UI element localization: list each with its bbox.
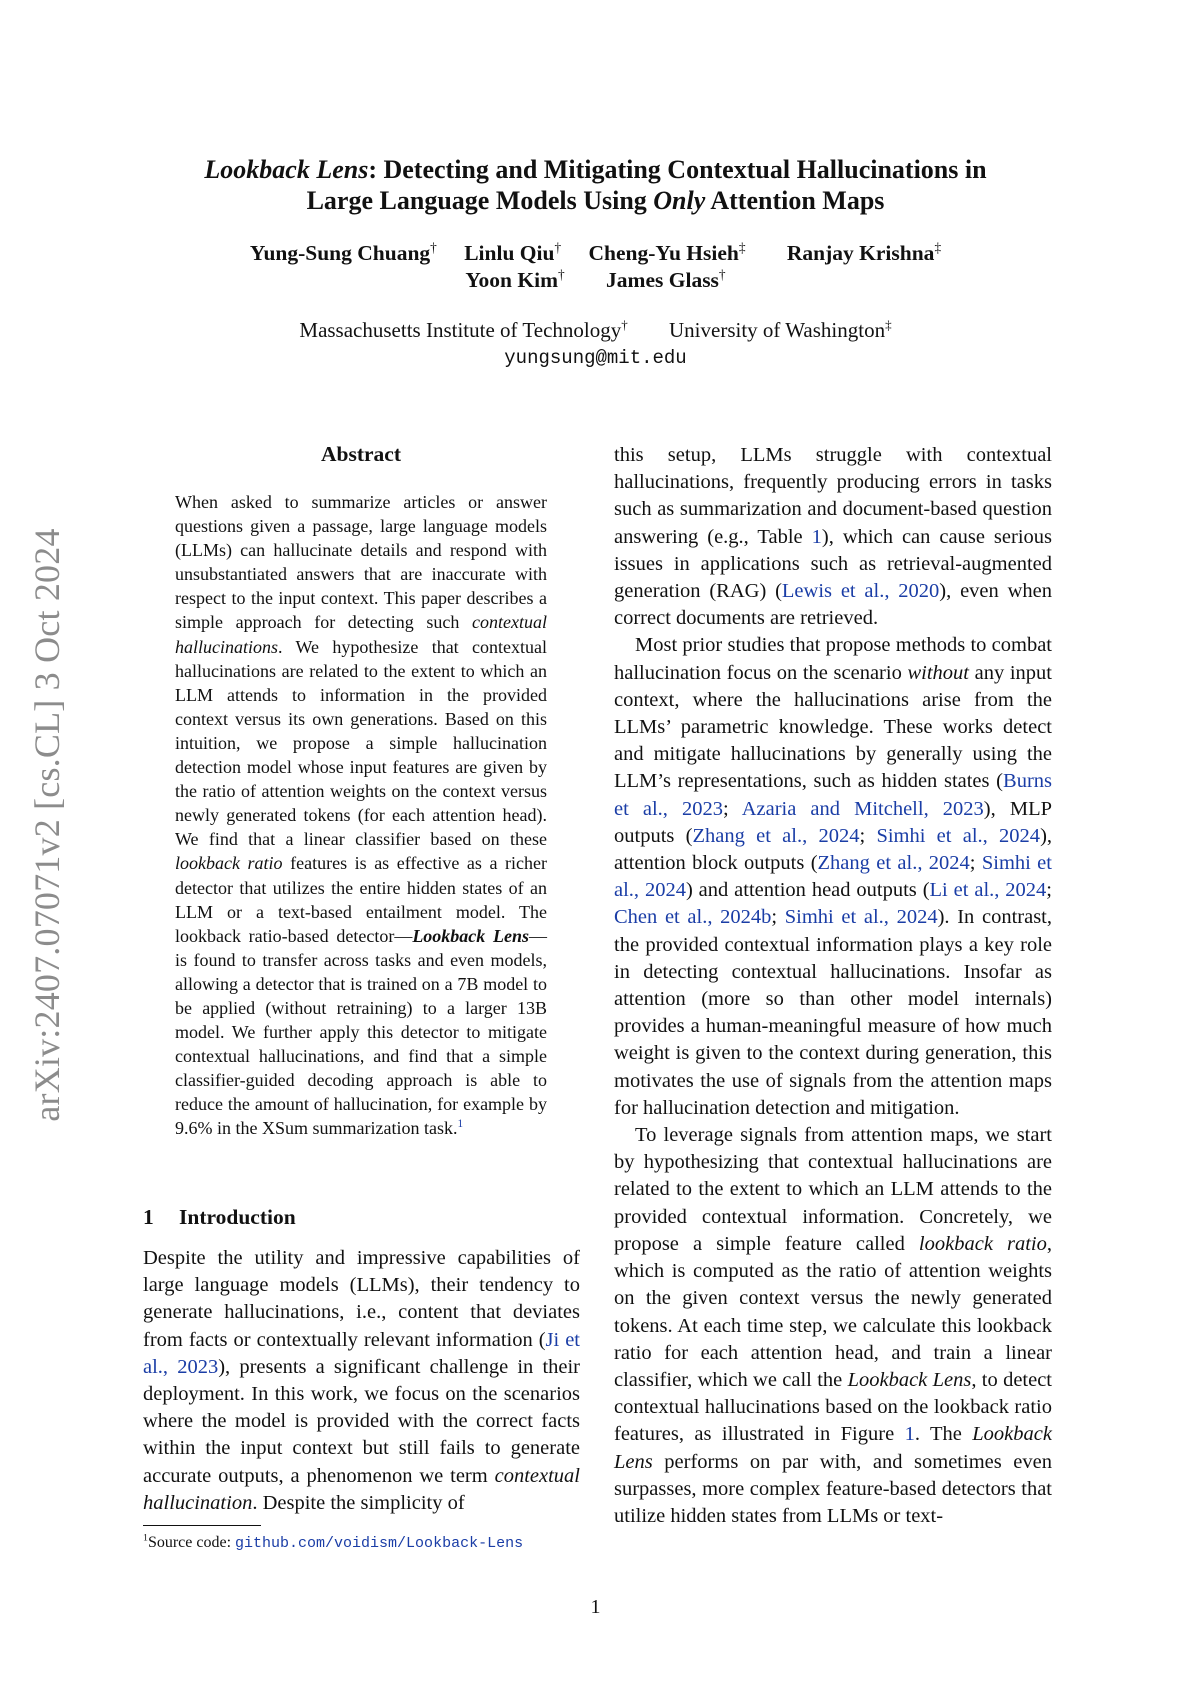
body-text: , to detect contextual hallucinations based on the lookback ratio features, as illustrated in Figure <box>614 1368 1053 1446</box>
body-text: , which is computed as the ratio of attention weights on the given context versus the newly generated tokens. At each time step, we calculate this lookback ratio for each attention head, and train a linear classifier, which we call the <box>614 1232 1052 1391</box>
affiliation-uw: University of Washington <box>669 318 886 342</box>
body-text: performs on par with, and sometimes even surpasses, more complex feature-based detectors that utilize hidden states from LLMs or text- <box>614 1450 1052 1527</box>
body-italic: Lookback Lens <box>614 1423 1052 1473</box>
arxiv-identifier-text: arXiv:2407.07071v2 [cs.CL] 3 Oct 2024 <box>27 528 67 1122</box>
citation-link[interactable]: Simhi et al., 2024 <box>784 906 938 929</box>
body-italic: lookback ratio <box>918 1232 1047 1255</box>
abstract-body <box>175 490 547 1141</box>
citation-link[interactable]: Simhi et al., 2024 <box>614 852 1052 902</box>
body-text: ) and attention head outputs ( <box>685 879 930 902</box>
intro-paragraph <box>143 1245 580 1517</box>
paper-title <box>0 154 1191 216</box>
author-line-2 <box>0 268 1191 293</box>
right-paragraph-2 <box>614 632 1052 1122</box>
citation-link[interactable]: Ji et al., 2023 <box>143 1328 581 1378</box>
abstract-text: features is as effective as a richer detector that utilizes the entire hidden states of an LLM or a text-based entailment model. The lookback ratio-based detector— <box>175 853 547 946</box>
section-heading <box>143 1205 296 1230</box>
citation-link[interactable]: Azaria and Mitchell, 2023 <box>741 797 984 820</box>
abstract-text: When asked to summarize articles or answer questions given a passage, large language models (LLMs) can hallucinate details and respond with unsubstantiated answers that are inaccurate with respect to the input context. This paper describes a simple approach for detecting such <box>175 492 547 633</box>
abstract-text: —is found to transfer across tasks and even models, allowing a detector that is trained on a 7B model to be applied (without retraining) to a larger 13B model. We further apply this detector to mitigate contextual hallucinations, and find that a simple classifier-guided decoding approach is able to reduce the amount of hallucination, for example by 9.6% in the XSum summarization task. <box>175 925 547 1139</box>
section-title: Introduction <box>179 1205 296 1229</box>
affiliation-mark: ‡ <box>885 317 892 332</box>
body-text: ), MLP outputs ( <box>614 797 1052 847</box>
affiliation-mark: ‡ <box>738 239 746 255</box>
contact-email: yungsung@mit.edu <box>504 347 687 369</box>
body-text: To leverage signals from attention maps, we start by hypothesizing that contextual hallucinations are related to the extent to which an LLM attends to the provided contextual information. Concretely, we propose a simple feature called <box>614 1124 1052 1255</box>
abstract-bold: Lookback Lens <box>412 925 529 946</box>
body-italic: Lookback Lens <box>847 1368 972 1391</box>
footnote-mark: 1 <box>143 1532 148 1544</box>
author-name: Yung-Sung Chuang <box>249 241 431 265</box>
body-text: ), attention block outputs ( <box>614 824 1053 875</box>
right-paragraph-3 <box>614 1122 1052 1530</box>
footnote-rule <box>143 1525 261 1526</box>
footnote <box>143 1534 523 1552</box>
body-text: ). In contrast, the provided contextual information plays a key role in detecting contextual hallucinations. Insofar as attention (more so than other model internals) provides a human-meaningful measure of how much weight is given to the context during generation, this motivates the use of signals from the attention maps for hallucination detection and mitigation. <box>614 906 1052 1119</box>
intro-text: . Despite the simplicity of <box>252 1491 465 1514</box>
author-line-1 <box>0 241 1191 266</box>
footnote-label: Source code: <box>147 1534 236 1551</box>
intro-italic: contextual hallucination <box>143 1464 580 1514</box>
author-name: James Glass <box>606 268 719 292</box>
affiliations <box>0 318 1191 343</box>
affiliation-mark: † <box>558 266 565 282</box>
body-text: any input context, where the hallucinations arise from the LLMs’ parametric knowledge. These works detect and mitigate hallucinations by generally using the LLM’s representations, such as hidden states ( <box>614 661 1052 793</box>
author-name: Cheng-Yu Hsieh <box>588 241 739 265</box>
abstract-italic: lookback ratio <box>175 853 283 874</box>
title-line-1-rest: : Detecting and Mitigating Contextual Hallucinations in <box>368 155 987 184</box>
intro-text: ), presents a significant challenge in their deployment. In this work, we focus on the scenarios where the model is provided with the correct facts within the input context but still fails to generate accurate outputs, a phenomenon we term <box>143 1355 581 1487</box>
body-italic: without <box>907 661 969 684</box>
page-number: 1 <box>590 1596 601 1618</box>
title-line-1 <box>0 154 1191 185</box>
body-text: ; <box>969 852 982 875</box>
section-number: 1 <box>143 1205 154 1229</box>
body-text: Most prior studies that propose methods to combat hallucination focus on the scenario <box>614 634 1052 684</box>
body-text: ; <box>859 824 877 847</box>
affiliation-mark: † <box>718 266 726 282</box>
title-italic-only: Only <box>653 186 706 215</box>
right-column <box>614 442 1052 1530</box>
affiliation-mark: † <box>430 239 437 255</box>
title-line-2-start: Large Language Models Using <box>306 186 654 215</box>
affiliation-mark: † <box>621 317 628 332</box>
abstract-text: . We hypothesize that contextual hallucinations are related to the extent to which an LLM attends to information in the provided context versus its own generations. Based on this intuition, we propose a simple hallucination detection model whose input features are given by the ratio of attention weights on the context versus newly generated tokens (for each attention head). We find that a linear classifier based on these <box>175 636 547 850</box>
right-paragraph-1 <box>614 442 1052 632</box>
body-text: ; <box>1046 879 1052 902</box>
citation-link[interactable]: Lewis et al., 2020 <box>781 580 940 603</box>
citation-link[interactable]: Chen et al., 2024b <box>614 906 772 929</box>
citation-link[interactable]: Burns et al., 2023 <box>614 770 1052 820</box>
abstract-italic: contextual hallucinations <box>175 612 547 657</box>
affiliation-mark: ‡ <box>934 239 942 255</box>
footnote-link[interactable]: 1 <box>457 1118 464 1131</box>
affiliation-mit: Massachusetts Institute of Technology <box>299 318 622 342</box>
body-text: ), even when correct documents are retrieved. <box>614 580 1052 630</box>
author-name: Ranjay Krishna <box>786 241 935 265</box>
table-ref-link[interactable]: 1 <box>811 525 822 548</box>
source-code-link[interactable]: github.com/voidism/Lookback-Lens <box>235 1535 524 1552</box>
citation-link[interactable]: Li et al., 2024 <box>929 879 1047 902</box>
citation-link[interactable]: Zhang et al., 2024 <box>692 824 860 847</box>
abstract-heading: Abstract <box>320 442 401 466</box>
title-line-2-end: Attention Maps <box>705 186 885 215</box>
body-text: ; <box>723 797 742 820</box>
author-name: Yoon Kim <box>465 268 558 292</box>
body-text: . The <box>914 1423 973 1446</box>
body-text: ), which can cause serious issues in applications such as retrieval-augmented generation (RAG) ( <box>614 525 1052 603</box>
citation-link[interactable]: Simhi et al., 2024 <box>876 824 1041 847</box>
body-text: this setup, LLMs struggle with contextual hallucinations, frequently producing errors in tasks such as summarization and document-based question answering (e.g., Table <box>614 444 1052 548</box>
title-line-2 <box>0 185 1191 216</box>
affiliation-mark: † <box>554 239 562 255</box>
title-italic: Lookback Lens <box>204 155 369 184</box>
citation-link[interactable]: Zhang et al., 2024 <box>817 852 970 875</box>
body-text: ; <box>771 906 785 929</box>
intro-text: Despite the utility and impressive capabilities of large language models (LLMs), their tendency to generate hallucinations, i.e., content that deviates from facts or contextually relevant information ( <box>143 1247 580 1351</box>
figure-ref-link[interactable]: 1 <box>904 1423 915 1446</box>
author-name: Linlu Qiu <box>464 241 555 265</box>
